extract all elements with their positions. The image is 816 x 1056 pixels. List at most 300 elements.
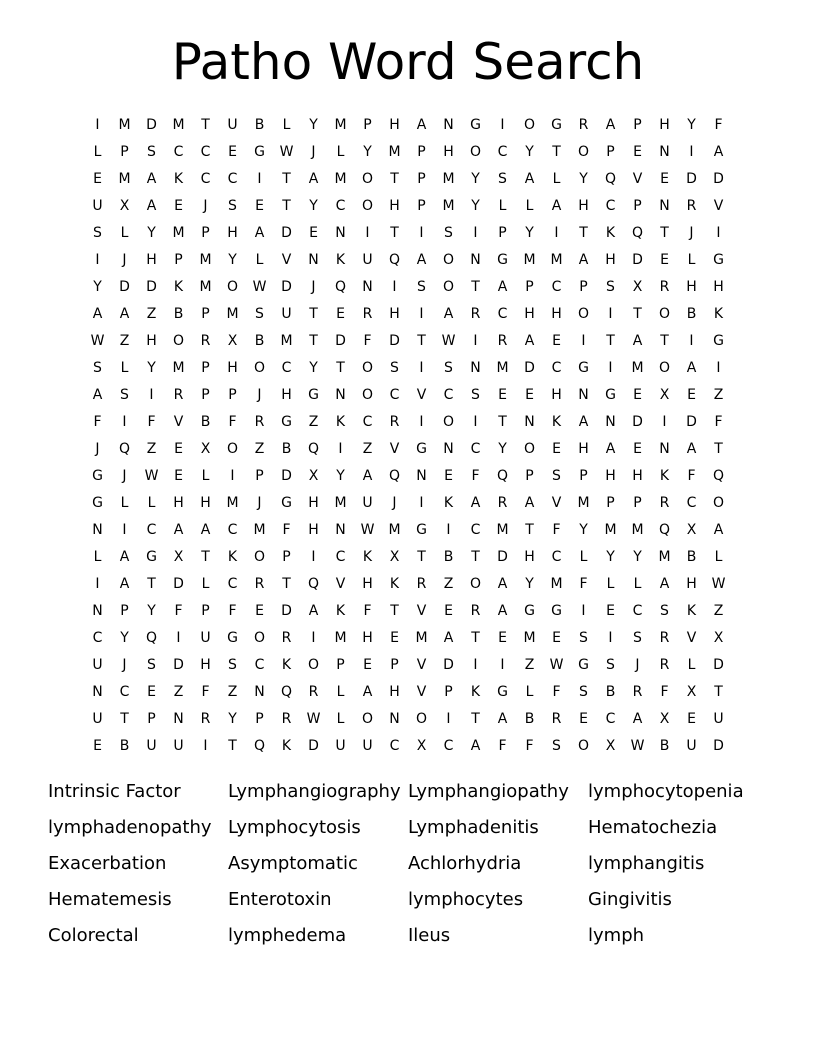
grid-cell: T: [498, 413, 507, 430]
grid-cell: R: [389, 413, 400, 430]
grid-cell: R: [551, 710, 562, 727]
grid-cell: O: [226, 440, 239, 457]
grid-cell: M: [388, 521, 401, 538]
grid-cell: S: [552, 467, 561, 484]
grid-cell: G: [713, 332, 724, 349]
grid-cell: F: [579, 575, 588, 592]
grid-cell: T: [525, 521, 534, 538]
grid-cell: O: [361, 710, 374, 727]
grid-cell: H: [389, 305, 400, 322]
grid-cell: N: [443, 440, 454, 457]
word-list-item: Hematemesis: [48, 889, 172, 910]
grid-cell: G: [578, 359, 589, 376]
grid-cell: I: [473, 413, 478, 430]
grid-cell: N: [308, 251, 319, 268]
grid-cell: D: [713, 656, 724, 673]
grid-cell: I: [662, 413, 667, 430]
grid-cell: A: [632, 710, 643, 727]
grid-cell: A: [578, 413, 589, 430]
grid-cell: A: [686, 359, 697, 376]
grid-cell: K: [686, 602, 697, 619]
grid-cell: P: [525, 467, 534, 484]
grid-cell: A: [497, 602, 508, 619]
grid-cell: Z: [308, 413, 319, 430]
grid-cell: A: [686, 440, 697, 457]
grid-cell: H: [578, 440, 589, 457]
grid-cell: X: [389, 548, 400, 565]
grid-cell: Y: [228, 710, 237, 727]
grid-cell: M: [280, 332, 293, 349]
grid-cell: P: [417, 197, 426, 214]
grid-cell: I: [608, 629, 613, 646]
grid-cell: D: [335, 332, 346, 349]
grid-cell: A: [524, 494, 535, 511]
grid-cell: F: [552, 683, 561, 700]
grid-cell: O: [415, 710, 428, 727]
grid-cell: G: [524, 602, 535, 619]
grid-cell: P: [633, 197, 642, 214]
grid-cell: O: [361, 386, 374, 403]
grid-cell: I: [203, 737, 208, 754]
grid-cell: P: [606, 143, 615, 160]
grid-cell: Y: [147, 224, 156, 241]
grid-cell: B: [686, 548, 697, 565]
grid-cell: T: [336, 359, 345, 376]
grid-cell: C: [551, 359, 562, 376]
grid-cell: R: [200, 332, 211, 349]
grid-row: [84, 624, 732, 651]
grid-cell: R: [308, 683, 319, 700]
grid-row: [84, 408, 732, 435]
page-title: Patho Word Search: [171, 33, 645, 91]
grid-cell: B: [686, 305, 697, 322]
grid-cell: U: [362, 494, 373, 511]
grid-cell: H: [227, 359, 238, 376]
grid-cell: F: [471, 467, 480, 484]
grid-cell: U: [92, 197, 103, 214]
grid-cell: M: [199, 278, 212, 295]
grid-cell: H: [389, 197, 400, 214]
grid-cell: S: [147, 656, 156, 673]
grid-cell: X: [416, 737, 427, 754]
grid-cell: E: [309, 224, 318, 241]
grid-cell: E: [174, 467, 183, 484]
grid-cell: M: [253, 521, 266, 538]
grid-row: [84, 246, 732, 273]
grid-cell: M: [118, 170, 131, 187]
grid-cell: A: [254, 224, 265, 241]
grid-cell: A: [416, 116, 427, 133]
grid-cell: Y: [363, 143, 372, 160]
grid-row: [84, 732, 732, 759]
grid-cell: K: [173, 278, 184, 295]
grid-cell: J: [257, 386, 262, 403]
grid-cell: R: [173, 386, 184, 403]
grid-cell: J: [257, 494, 262, 511]
grid-cell: M: [199, 251, 212, 268]
grid-cell: L: [552, 170, 561, 187]
grid-cell: E: [660, 170, 669, 187]
grid-cell: B: [119, 737, 130, 754]
grid-cell: F: [147, 413, 156, 430]
grid-cell: H: [686, 278, 697, 295]
grid-cell: T: [147, 575, 156, 592]
word-list-item: Achlorhydria: [408, 853, 522, 874]
grid-cell: K: [389, 575, 400, 592]
grid-cell: T: [309, 332, 318, 349]
grid-cell: D: [119, 278, 130, 295]
grid-cell: C: [119, 683, 130, 700]
grid-cell: Q: [280, 683, 293, 700]
grid-cell: C: [200, 170, 211, 187]
grid-cell: I: [230, 467, 235, 484]
grid-cell: A: [659, 575, 670, 592]
grid-cell: I: [473, 224, 478, 241]
grid-cell: Y: [309, 197, 318, 214]
grid-cell: T: [282, 170, 291, 187]
grid-cell: I: [581, 602, 586, 619]
grid-cell: C: [389, 386, 400, 403]
grid-cell: M: [577, 494, 590, 511]
grid-cell: H: [227, 224, 238, 241]
grid-cell: G: [416, 440, 427, 457]
grid-cell: P: [633, 116, 642, 133]
grid-cell: G: [308, 386, 319, 403]
grid-cell: Q: [712, 467, 725, 484]
grid-cell: D: [686, 170, 697, 187]
grid-cell: Q: [253, 737, 266, 754]
grid-cell: X: [686, 683, 697, 700]
grid-cell: A: [605, 440, 616, 457]
grid-cell: Z: [713, 386, 724, 403]
grid-cell: P: [174, 251, 183, 268]
grid-cell: H: [551, 305, 562, 322]
grid-cell: L: [606, 575, 615, 592]
grid-cell: X: [173, 548, 184, 565]
grid-cell: T: [471, 278, 480, 295]
grid-cell: U: [146, 737, 157, 754]
grid-cell: A: [578, 251, 589, 268]
grid-cell: C: [443, 386, 454, 403]
grid-cell: D: [713, 737, 724, 754]
grid-cell: E: [606, 602, 615, 619]
grid-row: [84, 651, 732, 678]
grid-cell: Y: [633, 548, 642, 565]
grid-cell: C: [470, 521, 481, 538]
grid-cell: R: [470, 602, 481, 619]
grid-cell: C: [281, 359, 292, 376]
grid-cell: O: [577, 737, 590, 754]
grid-cell: Y: [525, 224, 534, 241]
grid-cell: S: [579, 683, 588, 700]
grid-cell: G: [92, 467, 103, 484]
grid-cell: M: [496, 359, 509, 376]
grid-cell: A: [92, 305, 103, 322]
grid-cell: F: [228, 602, 237, 619]
grid-cell: F: [498, 737, 507, 754]
grid-cell: Y: [471, 170, 480, 187]
grid-cell: O: [469, 575, 482, 592]
grid-cell: F: [282, 521, 291, 538]
grid-row: [84, 516, 732, 543]
grid-cell: Y: [525, 575, 534, 592]
grid-cell: N: [578, 386, 589, 403]
grid-cell: E: [633, 143, 642, 160]
grid-cell: H: [146, 251, 157, 268]
grid-cell: M: [604, 521, 617, 538]
grid-cell: I: [257, 170, 262, 187]
grid-cell: T: [417, 332, 426, 349]
grid-cell: B: [281, 440, 292, 457]
grid-cell: S: [390, 359, 399, 376]
grid-cell: C: [686, 494, 697, 511]
grid-cell: P: [120, 143, 129, 160]
grid-cell: N: [443, 116, 454, 133]
grid-cell: P: [201, 305, 210, 322]
word-list-item: Colorectal: [48, 925, 139, 946]
grid-cell: Z: [227, 683, 238, 700]
grid-cell: R: [254, 413, 265, 430]
grid-cell: A: [200, 521, 211, 538]
word-list-item: Hematochezia: [588, 817, 718, 838]
grid-cell: W: [252, 278, 267, 295]
grid-cell: V: [686, 629, 697, 646]
grid-row: [84, 138, 732, 165]
grid-cell: G: [227, 629, 238, 646]
grid-row: [84, 435, 732, 462]
grid-cell: P: [201, 224, 210, 241]
grid-cell: D: [497, 548, 508, 565]
grid-cell: A: [713, 521, 724, 538]
grid-cell: Y: [309, 359, 318, 376]
grid-cell: E: [444, 602, 453, 619]
grid-cell: E: [498, 629, 507, 646]
grid-cell: B: [443, 548, 454, 565]
grid-cell: E: [255, 197, 264, 214]
grid-cell: U: [200, 629, 211, 646]
grid-cell: H: [308, 521, 319, 538]
grid-cell: I: [338, 440, 343, 457]
grid-cell: H: [146, 332, 157, 349]
grid-cell: K: [659, 467, 670, 484]
grid-cell: M: [334, 629, 347, 646]
grid-cell: S: [498, 170, 507, 187]
grid-cell: I: [176, 629, 181, 646]
grid-cell: C: [362, 413, 373, 430]
grid-cell: N: [335, 521, 346, 538]
grid-cell: H: [578, 197, 589, 214]
grid-cell: E: [147, 683, 156, 700]
grid-cell: M: [631, 521, 644, 538]
grid-cell: N: [335, 386, 346, 403]
grid-cell: G: [713, 251, 724, 268]
grid-cell: Z: [146, 440, 157, 457]
grid-cell: H: [200, 494, 211, 511]
grid-cell: L: [201, 467, 210, 484]
grid-cell: L: [498, 197, 507, 214]
grid-cell: T: [282, 575, 291, 592]
grid-cell: M: [226, 494, 239, 511]
grid-cell: V: [416, 683, 427, 700]
grid-cell: S: [93, 359, 102, 376]
grid-row: [84, 165, 732, 192]
grid-cell: F: [363, 332, 372, 349]
grid-cell: T: [714, 440, 723, 457]
grid-cell: E: [93, 170, 102, 187]
grid-cell: T: [228, 737, 237, 754]
grid-cell: L: [120, 494, 129, 511]
grid-cell: N: [605, 413, 616, 430]
grid-cell: D: [173, 575, 184, 592]
grid-cell: M: [523, 629, 536, 646]
grid-cell: O: [253, 548, 266, 565]
grid-cell: C: [389, 737, 400, 754]
grid-cell: R: [281, 629, 292, 646]
grid-cell: T: [471, 629, 480, 646]
grid-cell: P: [363, 116, 372, 133]
grid-cell: G: [578, 656, 589, 673]
grid-cell: M: [172, 359, 185, 376]
grid-cell: Y: [336, 467, 345, 484]
grid-cell: H: [524, 305, 535, 322]
grid-cell: S: [120, 386, 129, 403]
grid-cell: T: [552, 143, 561, 160]
grid-cell: A: [362, 467, 373, 484]
grid-cell: C: [497, 143, 508, 160]
grid-cell: D: [632, 413, 643, 430]
grid-cell: R: [281, 710, 292, 727]
grid-cell: P: [336, 656, 345, 673]
grid-cell: S: [228, 197, 237, 214]
word-list-item: Gingivitis: [588, 889, 672, 910]
grid-cell: L: [201, 575, 210, 592]
grid-cell: U: [281, 305, 292, 322]
grid-cell: F: [174, 602, 183, 619]
grid-cell: R: [632, 683, 643, 700]
grid-cell: D: [524, 359, 535, 376]
word-list-item: Lymphadenitis: [408, 817, 539, 838]
grid-cell: A: [173, 521, 184, 538]
word-list-item: Lymphangiopathy: [408, 781, 569, 802]
grid-cell: U: [686, 737, 697, 754]
grid-cell: T: [201, 548, 210, 565]
grid-cell: F: [525, 737, 534, 754]
grid-cell: S: [228, 656, 237, 673]
grid-cell: M: [388, 143, 401, 160]
grid-cell: O: [253, 359, 266, 376]
grid-cell: C: [605, 710, 616, 727]
grid-cell: B: [659, 737, 670, 754]
grid-cell: M: [415, 629, 428, 646]
grid-cell: U: [92, 656, 103, 673]
grid-cell: E: [633, 440, 642, 457]
grid-cell: A: [416, 251, 427, 268]
grid-cell: R: [497, 332, 508, 349]
grid-row: [84, 570, 732, 597]
grid-cell: K: [713, 305, 724, 322]
grid-cell: S: [417, 278, 426, 295]
grid-cell: T: [606, 332, 615, 349]
grid-cell: J: [635, 656, 640, 673]
grid-cell: W: [711, 575, 726, 592]
grid-cell: P: [282, 548, 291, 565]
grid-cell: U: [173, 737, 184, 754]
grid-cell: U: [227, 116, 238, 133]
grid-cell: S: [606, 656, 615, 673]
grid-cell: Q: [118, 440, 131, 457]
grid-cell: E: [552, 332, 561, 349]
grid-cell: R: [659, 494, 670, 511]
grid-cell: K: [281, 737, 292, 754]
grid-cell: M: [550, 575, 563, 592]
word-list-item: lymphadenopathy: [48, 817, 212, 838]
grid-cell: A: [497, 278, 508, 295]
grid-cell: I: [608, 359, 613, 376]
grid-cell: H: [281, 386, 292, 403]
grid-cell: N: [470, 251, 481, 268]
grid-cell: X: [632, 278, 643, 295]
grid-cell: U: [362, 251, 373, 268]
grid-cell: L: [255, 251, 264, 268]
grid-cell: O: [253, 629, 266, 646]
grid-cell: N: [659, 143, 670, 160]
grid-cell: R: [578, 116, 589, 133]
grid-cell: C: [470, 440, 481, 457]
grid-cell: A: [605, 116, 616, 133]
grid-cell: E: [633, 386, 642, 403]
grid-cell: S: [147, 143, 156, 160]
grid-cell: M: [550, 251, 563, 268]
grid-cell: Y: [228, 251, 237, 268]
grid-cell: O: [523, 440, 536, 457]
word-list-item: Lymphangiography: [228, 781, 401, 802]
grid-cell: Q: [658, 521, 671, 538]
grid-cell: E: [552, 440, 561, 457]
grid-cell: P: [579, 278, 588, 295]
grid-cell: A: [524, 170, 535, 187]
grid-cell: C: [146, 521, 157, 538]
grid-cell: O: [361, 197, 374, 214]
grid-cell: U: [92, 710, 103, 727]
grid-cell: E: [174, 440, 183, 457]
grid-cell: N: [92, 602, 103, 619]
grid-cell: D: [686, 413, 697, 430]
grid-cell: H: [551, 386, 562, 403]
grid-cell: S: [471, 386, 480, 403]
grid-cell: S: [444, 224, 453, 241]
grid-cell: I: [689, 143, 694, 160]
grid-cell: L: [336, 143, 345, 160]
grid-cell: C: [92, 629, 103, 646]
grid-cell: I: [311, 629, 316, 646]
grid-cell: R: [659, 278, 670, 295]
grid-cell: L: [633, 575, 642, 592]
grid-cell: D: [281, 278, 292, 295]
grid-cell: C: [551, 548, 562, 565]
grid-cell: C: [200, 143, 211, 160]
grid-cell: V: [416, 656, 427, 673]
grid-cell: Z: [362, 440, 373, 457]
grid-cell: E: [525, 386, 534, 403]
grid-cell: Q: [496, 467, 509, 484]
grid-cell: N: [470, 359, 481, 376]
grid-cell: G: [146, 548, 157, 565]
grid-cell: H: [173, 494, 184, 511]
grid-cell: X: [605, 737, 616, 754]
grid-cell: M: [442, 170, 455, 187]
grid-cell: I: [554, 224, 559, 241]
grid-cell: I: [419, 413, 424, 430]
